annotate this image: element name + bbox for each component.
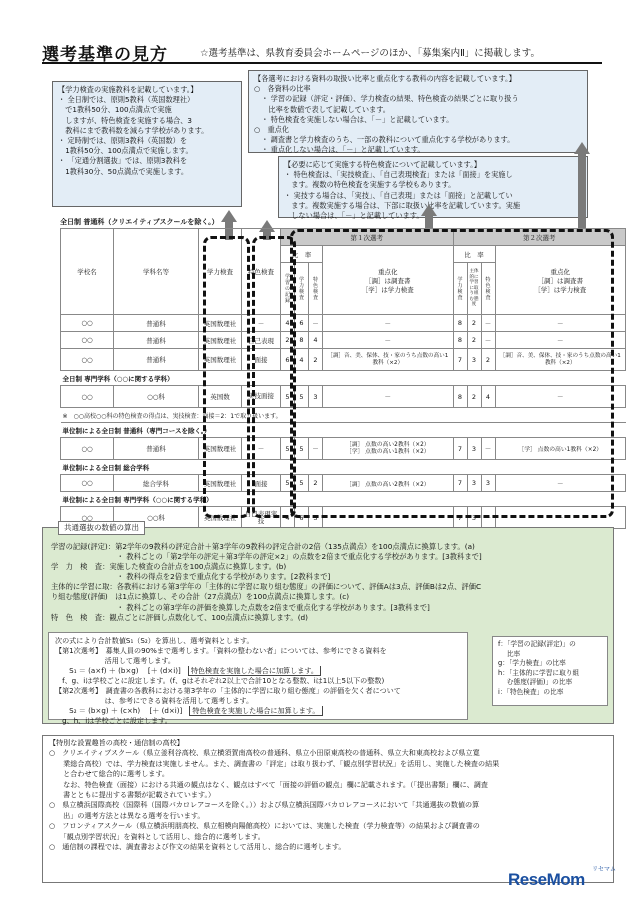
- focus-note-1: ［調］は調査書: [537, 276, 583, 285]
- cell: 3: [309, 507, 323, 529]
- special-line: なお、特色検査（面接）における共通の観点はなく、観点はすべて「面接の評価の観点」欄に記載されます。（「提出書類」欄に、調査: [49, 779, 488, 789]
- cell: －: [323, 315, 454, 332]
- cell: 2: [281, 332, 295, 349]
- cell: ○○: [61, 475, 114, 492]
- cell: 英国数理社: [199, 332, 242, 349]
- formula-line: g、h、iは学校ごとに設定します。: [55, 716, 172, 725]
- cell: 4: [309, 332, 323, 349]
- cell: 7: [453, 349, 467, 371]
- cell: －: [495, 386, 626, 408]
- cell: ○○: [61, 315, 114, 332]
- cell: 5: [281, 475, 295, 492]
- cell: 5: [295, 438, 309, 460]
- cell: ○○: [61, 332, 114, 349]
- cell: ［調］音、美、保体、技・家のうち点数の高い1教科（×2）: [495, 349, 626, 371]
- box-line: 1教科50分、100点満点で実施します。: [58, 146, 193, 156]
- box-line: ます。複数の特色検査を実施する学校もあります。: [284, 180, 456, 190]
- special-add-note: 特色検査を実施した場合に加算します。: [189, 706, 322, 716]
- formula-line: 【第2次選考】 調査書の各教科における第3学年の「主体的に学習に取り組む態度」の評価を欠く者について: [55, 686, 401, 695]
- cell: 2: [467, 315, 481, 332]
- cell: 7: [453, 507, 467, 529]
- focus-label: 重点化: [378, 267, 398, 276]
- cell: 2: [309, 475, 323, 492]
- cell: 7: [453, 438, 467, 460]
- formula-s1: S₁ ＝ (a×f) ＋ (b×g) [＋ (d×i)]: [55, 666, 181, 675]
- col-record: 学習の記録: [281, 263, 295, 315]
- cell: 2: [467, 386, 481, 408]
- cell: 普通科: [114, 438, 199, 460]
- calc-line: 学習の記録(評定)：第2学年の9教科の評定合計＋第3学年の9教科の評定合計の2倍（135点満点）を100点満点に換算します。(a): [51, 542, 475, 551]
- cell: －: [495, 332, 626, 349]
- focus-note-2: ［学］は学力検査: [534, 285, 587, 294]
- weight-line: む態度(評価)」の比率: [498, 678, 573, 687]
- formula-line: f、g、iは学校ごとに設定します。(f、gはそれぞれ2以上で合計10となる整数、iは1以上5以下の整数): [55, 676, 385, 685]
- cell: 8: [453, 332, 467, 349]
- box-line: ・ 定時制では、原則3教科（英国数）を: [58, 136, 188, 146]
- special-line: 「観点別学習状況」を資料として活用し、総合的に選考します。: [49, 831, 265, 841]
- table-caption: 全日制 普通科（クリエイティブスクールを除く。）: [60, 218, 219, 226]
- cell: －: [242, 438, 281, 460]
- round1-header: 第１次選考: [281, 229, 454, 246]
- special-add-note: 特色検査を実施した場合に加算します。: [188, 666, 321, 676]
- formula-line: 活用して選考します。: [55, 656, 176, 665]
- box-line: ○ 各資料の比率: [254, 84, 311, 94]
- section-label: 単位制による全日制 普通科（専門コースを除く。）: [61, 423, 626, 438]
- calc-line: ・ 教科の得点を2倍まで重点化する学校があります。[2教科まで]: [51, 572, 331, 582]
- cell: 6: [295, 507, 309, 529]
- box-line: 【各選考における資料の取扱い比率と重点化する教科の内容を記載しています。】: [254, 74, 516, 83]
- cell: －: [481, 315, 495, 332]
- focus-note-1: ［調］は調査書: [365, 276, 411, 285]
- box-line: ・ 重点化しない場合は、「－」と記載しています。: [254, 145, 425, 155]
- highlight-exam-column: [203, 236, 250, 518]
- col-special: 特色検査: [242, 229, 281, 315]
- cell: －: [309, 315, 323, 332]
- cell: 英国数理社: [199, 507, 242, 529]
- cell: 普通科: [114, 332, 199, 349]
- box-line: ○ 重点化: [254, 125, 290, 135]
- cell: 英国数理社: [199, 315, 242, 332]
- box-line: 1教科30分、50点満点で実施します。: [58, 166, 189, 176]
- cell: 3: [309, 386, 323, 408]
- special-schools-section: [42, 735, 614, 883]
- box-line: しない場合は、「－」と記載しています。: [284, 211, 424, 221]
- arrow-to-ratio-2: [578, 152, 586, 236]
- title-underline: [42, 62, 602, 64]
- cell: 普通科: [114, 349, 199, 371]
- box-line: ます。複数実施する場合は、下部に取扱い比率を記載しています。実施: [284, 200, 521, 210]
- cell: －: [481, 332, 495, 349]
- cell: 6: [295, 315, 309, 332]
- cell: 8: [295, 332, 309, 349]
- col-attitude: 主体的に学習に取り組む態度: [467, 263, 481, 315]
- box-line: 比率を数値で表して記載しています。: [254, 104, 390, 114]
- col-special-ratio: 特色検査: [309, 263, 323, 315]
- cell: 5: [295, 386, 309, 408]
- weight-line: g：「学力検査」の比率: [498, 659, 566, 668]
- focus-note-2: ［学］は学力検査: [361, 285, 414, 294]
- cell: ○○: [61, 507, 114, 529]
- cell: －: [242, 315, 281, 332]
- cell: ○○: [61, 349, 114, 371]
- cell: －: [323, 507, 454, 529]
- subjects-explanation-box: [52, 81, 242, 207]
- cell: 面接: [242, 475, 281, 492]
- section-label: 単位制による全日制 総合学科: [61, 460, 626, 475]
- special-line: 業総合高校）では、学力検査は実施しません。また、調査書の「評定」は取り扱わず、「観点別学習状況」を活用し、実施した検査の結果: [49, 758, 500, 768]
- cell: 自己表現: [242, 332, 281, 349]
- cell: ○○: [61, 386, 114, 408]
- cell: ○○科: [114, 386, 199, 408]
- resemom-logo: ReseMom: [508, 870, 585, 889]
- cell: 2: [467, 332, 481, 349]
- box-line: 教科にまで教科数を減らす学校があります。: [58, 125, 209, 135]
- cell: 普通科: [114, 315, 199, 332]
- cell: ○○科: [114, 507, 199, 529]
- arrow-head-icon: [574, 142, 590, 154]
- cell: －: [481, 507, 495, 529]
- special-line: ○ クリエイティブスクール（県立釜利谷高校、県立横須賀南高校の普通科、県立小田原東高校の普通科、県立大和東高校および県立寛: [49, 748, 480, 758]
- cell: 自己表現実技: [242, 507, 281, 529]
- section-note: ※ ○○高校○○科の特色検査の得点は、実技検査：面接＝2：1で取り扱います。: [62, 412, 282, 420]
- weight-line: 比率: [498, 649, 521, 658]
- cell: 3: [467, 507, 481, 529]
- weights-legend: [492, 636, 608, 706]
- focus-label: 重点化: [550, 267, 570, 276]
- calc-line: 特 色 検 査：観点ごとに評価し点数化して、100点満点に換算します。(d): [51, 612, 309, 622]
- page-title: 選考基準の見方: [42, 45, 168, 65]
- highlight-ratio-focus: [290, 229, 614, 518]
- weight-line: i：「特色検査」の比率: [498, 687, 564, 696]
- cell: ［調］ 点数の高い2教科（×2）: [323, 475, 454, 492]
- box-line: ・ 全日制では、原則5教科（英国数理社）: [58, 95, 195, 105]
- cell: 7: [453, 475, 467, 492]
- cell: －: [481, 438, 495, 460]
- formula-line: は、参考にできる資料を活用して選考します。: [55, 696, 254, 705]
- box-line: しますが、特色検査を実施する場合、3: [58, 115, 192, 125]
- cell: ［調］音、美、保体、技・家のうち点数の高い1教科（×2）: [323, 349, 454, 371]
- formula-s2: S₂ ＝ (b×g) ＋ (c×h) [＋ (d×i)]: [55, 706, 183, 715]
- cell: 8: [453, 315, 467, 332]
- cell: 5: [281, 386, 295, 408]
- special-line: ○ 通信制の課程では、調査書および作文の結果を資料として活用し、総合的に選考します。: [49, 842, 346, 852]
- cell: －: [495, 475, 626, 492]
- cell: ○○: [61, 438, 114, 460]
- cell: 4: [295, 349, 309, 371]
- formula-box: [48, 632, 468, 725]
- cell: 英国数理社: [199, 475, 242, 492]
- col-academic: 学力検査: [295, 263, 309, 315]
- special-line: ○ フロンティアスクール（県立横浜明朋高校、県立相模向陽館高校）においては、実施した検査（学力検査等）の結果および調査書の: [49, 821, 480, 831]
- formula-line: [55, 666, 461, 676]
- cell: －: [323, 386, 454, 408]
- cell: 3: [467, 349, 481, 371]
- cell: －: [495, 315, 626, 332]
- calc-line: ・ 教科ごとの「第2学年の評定＋第3学年の評定×2」の点数を2倍まで重点化する学校があります。[3教科まで]: [51, 552, 482, 562]
- cell: －: [309, 438, 323, 460]
- special-line: 書とともに提出する書類が記載されています。）: [49, 790, 216, 800]
- special-line: ○ 県立横浜国際高校（国際科（国際バカロレアコースを除く。））および県立横浜国際バカロレアコースにおいて「共通選抜の数値の算: [49, 800, 480, 810]
- resemom-logo-sub: リセマム: [592, 866, 616, 873]
- cell: －: [323, 332, 454, 349]
- weight-line: h：「主体的に学習に取り組: [498, 668, 580, 677]
- cell: 2: [481, 349, 495, 371]
- box-line: ・ 学習の記録（評定・評価）、学力検査の結果、特色検査の結果ごとに取り扱う: [254, 94, 519, 104]
- cell: 5: [295, 475, 309, 492]
- page-note: ☆選考基準は、県教育委員会ホームページのほか、「募集案内Ⅱ」に掲載します。: [200, 48, 540, 59]
- calc-line: ・ 教科ごとの第3学年の評価を換算した点数を2倍まで重点化する学校があります。[3教科まで]: [51, 602, 430, 612]
- ratio-explanation-box: [248, 70, 588, 153]
- cell: 2: [309, 349, 323, 371]
- cell: 総合学科: [114, 475, 199, 492]
- calc-line: 主体的に学習に取：各教科における第3学年の「主体的に学習に取り組む態度」の評価について、評価Aは3点、評価Bは2点、評価C: [51, 582, 482, 592]
- col-academic-2: 学力検査: [453, 263, 467, 315]
- cell: 英国数理社: [199, 349, 242, 371]
- cell: 英国数: [199, 386, 242, 408]
- col-school: 学校名: [61, 229, 114, 315]
- cell: 3: [467, 475, 481, 492]
- calc-line: 学 力 検 査：実施した検査の合計点を100点満点に換算します。(b): [51, 562, 287, 572]
- special-line: 出」の選考方法とは異なる選考を行います。: [49, 810, 205, 820]
- formula-line: 次の式により合計数値S₁（S₂）を算出し、選考資料とします。: [55, 636, 254, 645]
- weight-line: f：「学習の記録(評定)」の: [498, 640, 576, 648]
- col-special-ratio-2: 特色検査: [481, 263, 495, 315]
- box-line: ・ 特色検査を実施しない場合は、「－」と記載しています。: [254, 114, 454, 124]
- focus-line: ［調］ 点数の高い2教科（×2）: [345, 441, 430, 448]
- calc-line: り組む態度(評価) は1点に換算し、その合計（27点満点）を100点満点に換算します。(c): [51, 592, 350, 602]
- box-line: ・ 調査書と学力検査のうち、一部の教科について重点化する学校があります。: [254, 135, 515, 145]
- cell: 3: [481, 475, 495, 492]
- col-dept: 学科名等: [114, 229, 199, 315]
- formula-line: 【第1次選考】 募集人員の90%まで選考します。「資料の整わない者」については、参考にできる資料を: [55, 646, 387, 655]
- cell: 5: [281, 438, 295, 460]
- arrow-head-icon: [421, 204, 437, 216]
- cell: －: [495, 507, 626, 529]
- round2-header: 第２次選考: [453, 229, 626, 246]
- cell: ［学］ 点数の高い1教科（×2）: [495, 438, 626, 460]
- section-label: 全日制 専門学科（○○に関する学科）: [61, 371, 626, 386]
- cell: 4: [281, 315, 295, 332]
- box-line: 【学力検査の実施教科を記載しています。】: [58, 85, 198, 94]
- special-line: 【特別な設置趣旨の高校・通信制の高校】: [49, 738, 184, 747]
- cell: 3: [467, 438, 481, 460]
- box-line: ・ 「定通分割選抜」では、原則3教科を: [58, 156, 188, 166]
- common-calculation-tab: 共通選抜の数値の算出: [58, 521, 145, 535]
- ratio-header-2: 比 率: [453, 246, 495, 263]
- col-exam: 学力検査: [199, 229, 242, 315]
- cell: 実技面接: [242, 386, 281, 408]
- box-line: で1教科50分、100点満点で実施: [58, 105, 172, 115]
- box-line: ・ 特色検査は、「実技検査」、「自己表現検査」または「面接」を実施し: [284, 170, 513, 180]
- arrow-head-icon: [221, 210, 237, 222]
- formula-line: [55, 706, 461, 716]
- section-label: 単位制による全日制 専門学科（○○に関する学科）: [61, 492, 626, 507]
- cell: 8: [453, 386, 467, 408]
- cell: 4: [481, 386, 495, 408]
- special-line: と合わせて総合的に選考します。: [49, 769, 170, 779]
- cell: 6: [281, 349, 295, 371]
- cell: 面接: [242, 349, 281, 371]
- box-line: ・ 実技する場合は、「実技」、「自己表現」または「面接」と記載してい: [284, 190, 513, 200]
- focus-line: ［学］ 点数の高い1教科（×2）: [345, 448, 430, 455]
- cell: 英国数理社: [199, 438, 242, 460]
- box-line: 【必要に応じて実施する特色検査について記載しています。】: [284, 160, 481, 169]
- cell: 4: [281, 507, 295, 529]
- ratio-header: 比 率: [281, 246, 323, 263]
